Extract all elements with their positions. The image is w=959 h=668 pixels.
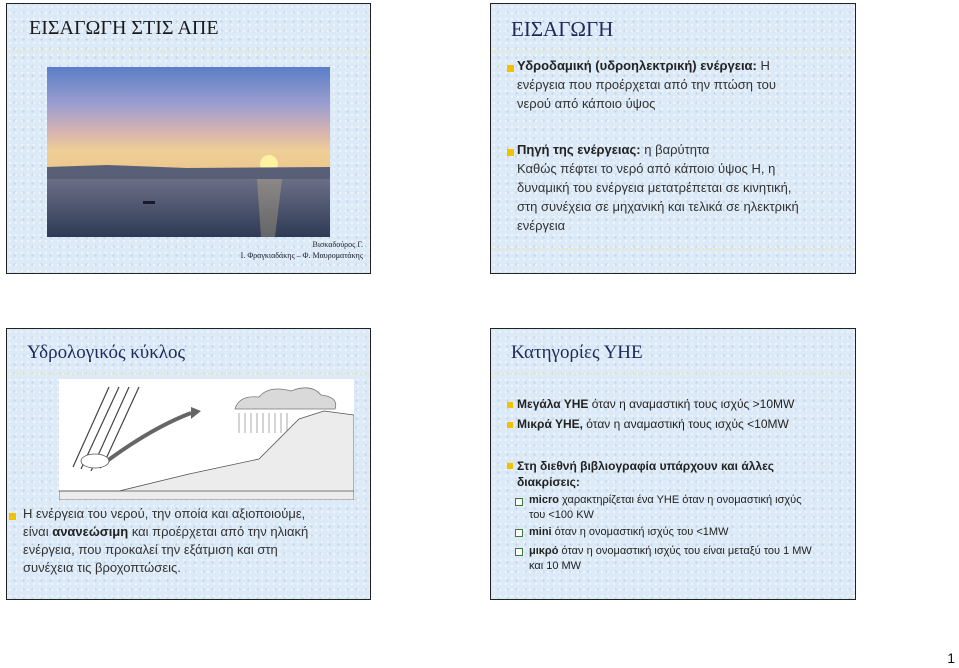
text-span: Η xyxy=(756,58,770,73)
bullet-icon xyxy=(507,402,513,408)
slide-4 xyxy=(490,328,856,600)
term-label: Πηγή της ενέργειας: xyxy=(517,142,641,157)
text-line: ενέργεια που προέρχεται από την πτώση του xyxy=(517,77,776,92)
text-span: όταν η ονομαστική ισχύς του <1MW xyxy=(551,526,729,538)
title-divider xyxy=(7,50,370,52)
paragraph-renewable xyxy=(23,505,368,577)
category-micro xyxy=(529,493,849,523)
checkbox-bullet-icon xyxy=(515,529,523,537)
text-span: όταν η αναμαστική τους ισχύς <10MW xyxy=(582,417,789,431)
bullet-icon xyxy=(9,513,16,520)
paragraph-energy-source xyxy=(517,140,852,235)
term-label: μικρό xyxy=(529,545,559,557)
term-label: Μικρά ΥΗΕ, xyxy=(517,417,583,431)
term-label: Μεγάλα ΥΗΕ xyxy=(517,397,589,411)
slide-title: Υδρολογικός κύκλος xyxy=(27,342,186,363)
text-line: νερού από κάποιο ύψος xyxy=(517,96,656,111)
text-line: στη συνέχεια σε μηχανική και τελικά σε ηλεκτρική xyxy=(517,199,799,214)
paragraph-hydro-energy xyxy=(517,56,852,113)
author-line-2: Ι. Φραγκιαδάκης – Φ. Μαυροματάκης xyxy=(240,251,363,260)
text-line: ενέργεια xyxy=(517,218,566,233)
slide-3 xyxy=(6,328,371,600)
bullet-icon xyxy=(507,65,514,72)
text-span: όταν η ονομαστική ισχύς του είναι μεταξύ του 1 MW xyxy=(558,545,812,557)
text-line: δυναμική του ενέργεια μετατρέπεται σε κινητική, xyxy=(517,180,792,195)
category-small-hydro xyxy=(529,544,849,574)
text-span: χαρακτηρίζεται ένα ΥΗΕ όταν η ονομαστική ισχύς xyxy=(558,494,802,506)
footer-divider xyxy=(491,248,855,250)
slide-title: Κατηγορίες ΥΗΕ xyxy=(511,342,643,363)
bullet-icon xyxy=(507,422,513,428)
slide-title: ΕΙΣΑΓΩΓΗ ΣΤΙΣ ΑΠΕ xyxy=(29,17,219,39)
category-mini xyxy=(529,525,849,540)
international-categories xyxy=(517,458,852,490)
text-span: και προέρχεται από την ηλιακή xyxy=(128,524,309,539)
slide-title: ΕΙΣΑΓΩΓΗ xyxy=(511,17,614,41)
category-small xyxy=(517,417,852,432)
emphasis: ανανεώσιμη xyxy=(52,524,129,539)
text-line: του <100 KW xyxy=(529,509,594,521)
bullet-icon xyxy=(507,463,513,469)
text-line: ενέργεια, που προκαλεί την εξάτμιση και στη xyxy=(23,542,278,557)
text-line: Η ενέργεια του νερού, την οποία και αξιοποιούμε, xyxy=(23,506,306,521)
term-label: micro xyxy=(529,494,559,506)
term-label: Υδροδαμική (υδροηλεκτρική) ενέργεια: xyxy=(517,58,757,73)
title-divider xyxy=(491,373,855,375)
title-divider xyxy=(491,50,855,52)
text-span: όταν η αναμαστική τους ισχύς >10MW xyxy=(588,397,795,411)
text-span: είναι xyxy=(23,524,53,539)
term-label: mini xyxy=(529,526,552,538)
sunset-photo xyxy=(47,67,330,237)
category-large xyxy=(517,397,852,412)
text-line: Καθώς πέφτει το νερό από κάποιο ύψος Η, η xyxy=(517,161,776,176)
slide-2 xyxy=(490,3,856,274)
bullet-icon xyxy=(507,149,514,156)
checkbox-bullet-icon xyxy=(515,548,523,556)
text-line: συνέχεια τις βροχοπτώσεις. xyxy=(23,560,181,575)
author-line-1: Βισκαδούρος Γ. xyxy=(312,240,363,249)
text-line: διακρίσεις: xyxy=(517,475,580,489)
slide-1 xyxy=(6,3,371,274)
text-line: Στη διεθνή βιβλιογραφία υπάρχουν και άλλες xyxy=(517,459,775,473)
page-number: 1 xyxy=(947,650,955,666)
title-divider xyxy=(7,373,370,375)
text-line: και 10 MW xyxy=(529,560,582,572)
hydrologic-cycle-diagram xyxy=(59,379,354,500)
text-span: η βαρύτητα xyxy=(640,142,710,157)
checkbox-bullet-icon xyxy=(515,498,523,506)
